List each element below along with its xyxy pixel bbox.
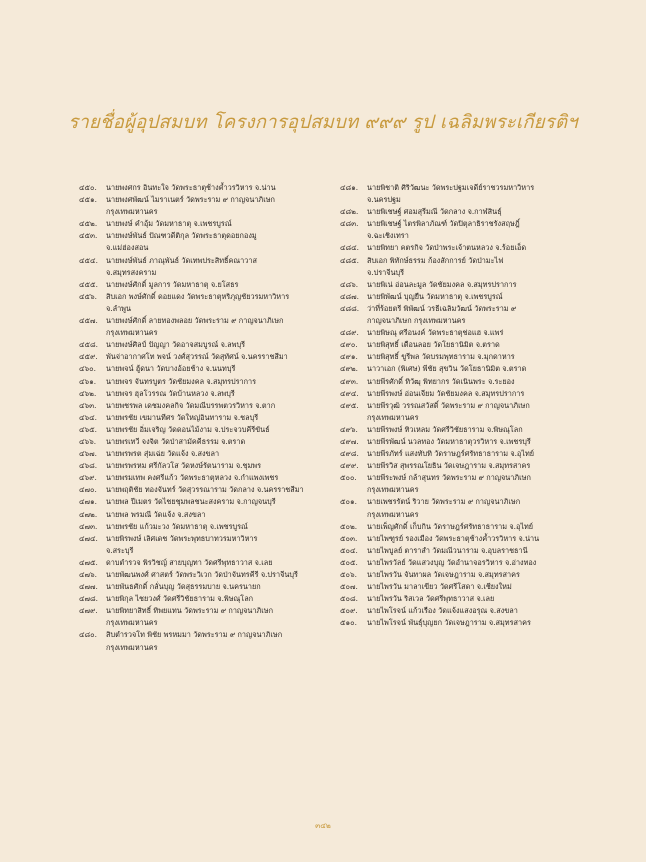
entry-number: ๔๙๓. [340, 376, 359, 386]
name-entry [340, 363, 602, 375]
name-entry [79, 448, 335, 460]
entry-line: นายพิษณุ ศรีอนงค์ วัดพระธาตุช่อแฮ จ.แพร่ [367, 328, 504, 338]
name-entry [79, 388, 335, 400]
entry-text [367, 496, 602, 520]
entry-text [106, 388, 335, 400]
name-entry [79, 182, 335, 194]
entry-line: นายพิรพงษ์ เลิศเดช วัดพระพุทธบาทวรมหาวิหาร [106, 533, 258, 543]
entry-number: ๔๙๐. [340, 340, 358, 350]
entry-number: ๔๙๔. [340, 388, 359, 398]
entry-number: ๕๐๕. [340, 557, 358, 567]
entry-line: นายไพรวัน มาลาเขียว วัดศรีโสดา จ.เชียงใหม่ [367, 582, 512, 592]
entry-line: กรุงเทพมหานคร [367, 485, 419, 495]
entry-number: ๕๑๐. [340, 618, 357, 628]
name-entry [340, 436, 602, 448]
entry-text [106, 533, 335, 557]
entry-text [367, 303, 602, 327]
entry-number: ๔๗๕. [79, 557, 98, 567]
entry-line: นายพรพรต สุ่มเฉ่ย วัดแจ้ง จ.สงขลา [106, 449, 220, 459]
name-entry [79, 376, 335, 388]
entry-line: นายไพฑูรย์ รองเมือง วัดพระธาตุช้างค้ำวรวิหาร จ.น่าน [367, 533, 540, 543]
entry-text [106, 472, 335, 484]
name-entry [340, 291, 602, 303]
entry-number: ๔๖๘. [79, 461, 98, 471]
entry-text [367, 182, 602, 206]
entry-number: ๔๙๕. [340, 400, 359, 410]
entry-number: ๔๕๔. [79, 255, 98, 265]
entry-line: นายพจน์ ฮู้ดนา วัดบางอ้อยช้าง จ.นนทบุรี [106, 364, 236, 374]
entry-text [106, 363, 335, 375]
name-entry [79, 291, 335, 315]
entry-number: ๔๖๓. [79, 400, 97, 410]
name-entry [79, 279, 335, 291]
entry-text [367, 363, 602, 375]
entry-line: นายพีรพัฒน์ นวลทอง วัดมหาธาตุวรวิหาร จ.เพชรบุรี [367, 436, 531, 446]
entry-line: กรุงเทพมหานคร [106, 328, 158, 338]
entry-number: ๔๖๑. [79, 376, 97, 386]
entry-line: พันจ่าอากาศโท พจน์ วงศ์สุวรรณ์ วัดสุทัศน์ จ.นครราชสีมา [106, 352, 288, 362]
entry-text [106, 605, 335, 629]
name-entry [79, 484, 335, 496]
entry-number: ๕๐๔. [340, 545, 358, 555]
entry-number: ๔๘๖. [340, 279, 359, 289]
entry-line: นายพรพรหม ศรีกัลวโส วัดหงษ์รัตนาราม จ.ชุมพร [106, 461, 261, 471]
entry-number: ๔๙๑. [340, 352, 358, 362]
entry-number: ๔๖๐. [79, 364, 96, 374]
name-entry [79, 581, 335, 593]
name-entry [340, 593, 602, 605]
name-entry [340, 255, 602, 279]
entry-line: นายพิเชษฐ์ ศอมสุรีมณี วัดกลาง จ.กาฬสินธุ์ [367, 207, 502, 217]
entry-line: นายพันธศักดิ์ กลั่นบุญ วัดสุธรรมบาย จ.นครนายก [106, 582, 261, 592]
entry-number: ๕๐๘. [340, 594, 358, 604]
entry-line: นายพงษ์พันธ์ ปัณฑวดีติกุล วัดพระธาตุดอยกองมู [106, 231, 257, 241]
entry-line: นายไพโรจน์ แก้วเรือง วัดแจ้งแสงอรุณ จ.สงขลา [367, 606, 518, 616]
name-entry [340, 617, 602, 629]
entry-number: ๕๐๙. [340, 606, 358, 616]
name-entry [340, 533, 602, 545]
entry-number: ๔๗๔. [79, 533, 98, 543]
name-entry [340, 569, 602, 581]
entry-line: นายเพ็ญศักดิ์ เก็บกิน วัดราษฎร์ศรัทธาธาราม จ.อุไทย์ [367, 521, 534, 531]
entry-line: นายพรเทวี จงจิต วัดป่าสามัคคีธรรม จ.ตราด [106, 436, 246, 446]
entry-text [367, 569, 602, 581]
entry-line: นายไพรวัลย์ วัดแสวงบุญ วัดอำนาจอรวิหาร จ.อ่างทอง [367, 557, 537, 567]
name-entry [340, 327, 602, 339]
entry-line: นายพิพัฒน์ บุญยืน วัดมหาธาตุ จ.เพชรบูรณ์ [367, 291, 503, 301]
entry-text [367, 557, 602, 569]
entry-line: นายพิเน่ อ่อนละมูล วัดชัยมงคล จ.สมุทรปราการ [367, 279, 517, 289]
entry-line: นายพงษ์ศักดิ์ มูลการ วัดมหาธาตุ จ.ยโสธร [106, 279, 239, 289]
entry-text [367, 400, 602, 424]
name-entry [79, 412, 335, 424]
entry-text [106, 436, 335, 448]
name-entry [79, 605, 335, 629]
entry-number: ๔๘๔. [340, 243, 359, 253]
entry-text [106, 376, 335, 388]
entry-line: นายพชรพล เดชมงคลกิจ วัดมณีบรรพตวรวิหาร จ.ตาก [106, 400, 276, 410]
entry-text [106, 351, 335, 363]
left-name-column [79, 182, 335, 654]
entry-line: กรุงเทพมหานคร [106, 642, 158, 652]
name-entry [79, 533, 335, 557]
entry-text [106, 400, 335, 412]
entry-text [367, 436, 602, 448]
entry-number: ๔๙๘. [340, 449, 359, 459]
name-entry [79, 521, 335, 533]
entry-line: นายพรชัย เขมานทีศร วัดใหญ่อินทาราม จ.ชลบุรี [106, 412, 259, 422]
entry-line: นายพีระพงษ์ กล้าสุนทร วัดพระราม ๙ กาญจนาภิเษก [367, 473, 531, 483]
name-entry [340, 303, 602, 327]
entry-number: ๔๗๓. [79, 521, 98, 531]
entry-number: ๔๘๒. [340, 207, 359, 217]
entry-text [106, 448, 335, 460]
entry-number: ๔๗๙. [79, 606, 98, 616]
entry-line: นายพิสุทธิ์ ขูรีพล วัดบรมพุทธาราม จ.มุกดาหาร [367, 352, 515, 362]
name-entry [340, 581, 602, 593]
entry-line: นายไพโรจน์ พันธุ์บุญยก วัดเจษฎาราม จ.สมุทรสาคร [367, 618, 531, 628]
entry-text [367, 617, 602, 629]
name-entry [340, 557, 602, 569]
name-entry [79, 315, 335, 339]
entry-line: กรุงเทพมหานคร [367, 509, 419, 519]
entry-line: ดาบตำรวจ พิรวิชญ์ สายบุญทา วัดศรีพุทธาวาส จ.เลย [106, 557, 273, 567]
entry-line: นายพิทยา คตรกิจ วัดป่าพระเจ้าตนหลวง จ.ร้อยเอ็ด [367, 243, 527, 253]
entry-number: ๔๘๙. [340, 328, 359, 338]
entry-text [106, 339, 335, 351]
entry-text [367, 581, 602, 593]
entry-line: นายพฤติชัย ทองจันทร์ วัดสุวรรณาราม วัดกลาง จ.นครราชสีมา [106, 485, 304, 495]
name-entry [79, 436, 335, 448]
entry-text [367, 533, 602, 545]
entry-text [106, 581, 335, 593]
entry-text [106, 218, 335, 230]
entry-text [106, 521, 335, 533]
entry-line: นายไพบูลย์ ตาราสำ วัดมณีวนาราม จ.อุบลราชธานี [367, 545, 528, 555]
entry-line: นายพิเชษฐ์ ไตรพิลาภัณฑ์ วัดปิตุลาธิราชรังสฤษฎิ์ [367, 219, 520, 229]
name-entry [340, 242, 602, 254]
entry-text [106, 557, 335, 569]
entry-line: นายพรชัย แก้วมะวง วัดมหาธาตุ จ.เพชรบูรณ์ [106, 521, 248, 531]
entry-line: กรุงเทพมหานคร [106, 618, 158, 628]
entry-line: นายพัฒนพงศ์ ศาสตร์ วัดพระวิเวก วัดป่าจันทรคีรี จ.ปราจีนบุรี [106, 570, 298, 579]
name-entry [79, 351, 335, 363]
page-number: ๓๔๒ [315, 821, 331, 830]
entry-number: ๔๕๑. [79, 195, 97, 205]
name-entry [340, 376, 602, 388]
entry-line: นายพิชาติ ศิริวัฒนะ วัดพระปฐมเจดีย์ราชวรมหาวิหาร [367, 183, 535, 192]
name-entry [79, 593, 335, 605]
name-entry [79, 255, 335, 279]
entry-text [367, 206, 602, 218]
name-entry [340, 605, 602, 617]
entry-number: ๔๗๘. [79, 594, 98, 604]
entry-text [367, 218, 602, 242]
entry-text [106, 291, 335, 315]
entry-number: ๕๐๓. [340, 533, 358, 543]
entry-text [106, 496, 335, 508]
name-entry [79, 509, 335, 521]
entry-text [367, 339, 602, 351]
entry-text [367, 327, 602, 339]
name-entry [79, 629, 335, 653]
name-entry [340, 218, 602, 242]
entry-number: ๕๐๒. [340, 521, 358, 531]
name-entry [79, 400, 335, 412]
entry-number: ๔๖๙. [79, 473, 97, 483]
entry-line: จ.สระบุรี [106, 545, 134, 555]
entry-line: นายพงษ์ศักดิ์ ลายทองพลอย วัดพระราม ๙ กาญจนาภิเษก [106, 316, 284, 326]
entry-number: ๔๘๓. [340, 219, 359, 229]
entry-line: นายพีรพงษ์ ทิวเหลม วัดศรีวิชัยธาราม จ.พิษณุโลก [367, 424, 523, 434]
entry-line: จ.สมุทรสงคราม [106, 267, 157, 277]
entry-line: นายพิสุทธิ์ เดือนลอย วัดโยธานิมิต จ.ตราด [367, 340, 500, 350]
entry-number: ๔๖๖. [79, 436, 97, 446]
entry-text [106, 569, 335, 581]
entry-line: นายไพรวัน ริสเวล วัดศรีพุทธาวาส จ.เลย [367, 594, 495, 604]
entry-number: ๕๐๑. [340, 497, 357, 507]
entry-number: ๔๖๔. [79, 412, 97, 422]
entry-line: นายพีรภัทร์ แสงทับทิ วัดราษฎร์ศรัทธาธาราม จ.อุไทย์ [367, 449, 535, 459]
name-entry [79, 496, 335, 508]
entry-text [106, 412, 335, 424]
name-entry [340, 424, 602, 436]
entry-number: ๔๕๓. [79, 231, 98, 241]
name-entry [340, 400, 602, 424]
entry-number: ๔๕๖. [79, 291, 97, 301]
entry-text [367, 521, 602, 533]
entry-line: สิบเอก พิทักษ์ธรรม ก้องสักการย์ วัดป่ามะไฟ [367, 255, 504, 265]
entry-text [367, 545, 602, 557]
entry-line: นาวาเอก (พิเศษ) พีชัย สุขวิน วัดโยธานิมิต จ.ตราด [367, 364, 527, 374]
entry-text [367, 388, 602, 400]
entry-text [367, 351, 602, 363]
name-entry [340, 206, 602, 218]
entry-number: ๔๖๗. [79, 449, 97, 459]
name-entry [79, 230, 335, 254]
entry-line: นายพีรศักดิ์ ทิวัฒุ พิทยากร วัดเนินพระ จ.ระยอง [367, 376, 515, 386]
entry-line: จ.แม่ฮ่องสอน [106, 243, 149, 253]
name-entry [79, 363, 335, 375]
entry-text [106, 182, 335, 194]
entry-text [367, 291, 602, 303]
entry-number: ๔๖๕. [79, 424, 97, 434]
entry-text [367, 279, 602, 291]
entry-line: นายพจร ฮุลโวรรณ วัดบ้านหลวง จ.ลพบุรี [106, 388, 235, 398]
entry-number: ๕๐๗. [340, 582, 358, 592]
entry-number: ๔๕๐. [79, 183, 97, 192]
entry-line: นายพีรพงษ์ อ่อนเจียม วัดชัยมงคล จ.สมุทรปราการ [367, 388, 525, 398]
name-entry [340, 182, 602, 206]
name-entry [79, 424, 335, 436]
entry-text [106, 593, 335, 605]
entry-text [106, 424, 335, 436]
entry-line: จ.ฉะเชิงเทรา [367, 231, 409, 241]
entry-number: ๔๕๗. [79, 316, 98, 326]
entry-number: ๔๙๙. [340, 461, 359, 471]
entry-line: นายพงษ์พันธ์ ภาณุพันธ์ วัดเทพประสิทธิ์คณาวาส [106, 255, 257, 265]
entry-number: ๔๗๑. [79, 497, 97, 507]
entry-line: สิบเอก พงษ์ศักดิ์ ดอยแดง วัดพระธาตุหริภุญชัยวรมหาวิหาร [106, 291, 290, 301]
entry-line: นายพีรวุฒิ วรรณสวัสดิ์ วัดพระราม ๙ กาญจนาภิเษก [367, 400, 530, 410]
entry-text [367, 460, 602, 472]
name-entry [79, 218, 335, 230]
entry-line: กรุงเทพมหานคร [367, 412, 419, 422]
name-entry [340, 351, 602, 363]
entry-number: ๕๐๖. [340, 570, 357, 579]
entry-number: ๔๘๑. [340, 183, 359, 192]
entry-line: นายพงษ์ คำอุ้ม วัดมหาธาตุ จ.เพชรบูรณ์ [106, 219, 232, 229]
name-entry [340, 460, 602, 472]
entry-text [106, 484, 335, 496]
entry-text [367, 605, 602, 617]
entry-line: นายพิกุล ไชยวงศ์ วัดศรีวิชัยธาราม จ.พิษณุโลก [106, 594, 254, 604]
name-entry [79, 339, 335, 351]
name-entry [340, 279, 602, 291]
entry-number: ๔๙๖. [340, 424, 358, 434]
entry-number: ๔๘๕. [340, 255, 359, 265]
name-entry [79, 472, 335, 484]
entry-number: ๔๙๒. [340, 364, 358, 374]
entry-line: จ.ปราจีนบุรี [367, 267, 405, 277]
entry-number: ๔๙๗. [340, 436, 359, 446]
entry-line: นายไพรวัน จันทาผล วัดเจษฎาราม จ.สมุทรสาคร [367, 570, 520, 579]
entry-line: นายพงศกร อินทะใจ วัดพระธาตุช้างค้ำวรวิหาร จ.น่าน [106, 183, 276, 192]
entry-line: กรุงเทพมหานคร [106, 207, 158, 217]
entry-text [367, 255, 602, 279]
entry-line: นายพงษ์ศิลป์ ปัญญา วัดอาจสมบูรณ์ จ.ลพบุรี [106, 340, 246, 350]
right-name-column [340, 182, 602, 629]
entry-number: ๔๕๒. [79, 219, 98, 229]
name-entry [79, 194, 335, 218]
entry-text [106, 460, 335, 472]
name-entry [340, 388, 602, 400]
entry-number: ๔๗๗. [79, 582, 98, 592]
name-entry [340, 496, 602, 520]
entry-number: ๔๗๐. [79, 485, 97, 495]
name-entry [340, 448, 602, 460]
entry-line: นายพิทยาสิทธิ์ ทิพยแทน วัดพระราม ๙ กาญจนาภิเษก [106, 606, 274, 616]
name-entry [340, 339, 602, 351]
entry-line: นายเพชรรัตน์ ริวาย วัดพระราม ๙ กาญจนาภิเษก [367, 497, 521, 507]
entry-number: ๔๘๘. [340, 303, 360, 313]
entry-line: นายพงศพัฒน์ ไมราเนตร์ วัดพระราม ๙ กาญจนาภิเษก [106, 195, 275, 205]
entry-text [367, 472, 602, 496]
entry-line: จ.นครปฐม [367, 195, 401, 205]
entry-line: นายพจร จันทรบูตร วัดชัยมงคล จ.สมุทรปราการ [106, 376, 257, 386]
entry-line: จ.ลำพูน [106, 303, 131, 313]
entry-number: ๔๗๖. [79, 570, 97, 579]
entry-number: ๔๖๒. [79, 388, 97, 398]
name-entry [340, 521, 602, 533]
entry-number: ๔๘๗. [340, 291, 359, 301]
entry-line: กาญจนาภิเษก กรุงเทพมหานคร [367, 316, 466, 326]
entry-text [367, 424, 602, 436]
entry-number: ๔๕๕. [79, 279, 98, 289]
entry-number: ๔๗๒. [79, 509, 98, 519]
entry-text [367, 242, 602, 254]
entry-text [106, 230, 335, 254]
entry-line: นายพล พรมณี วัดแจ้ง จ.สงขลา [106, 509, 206, 519]
entry-line: นายพรมเทพ คงศรีแก้ว วัดพระธาตุหลวง จ.กำแพงเพชร [106, 473, 279, 483]
entry-text [106, 279, 335, 291]
entry-number: ๔๕๘. [79, 340, 98, 350]
entry-text [106, 194, 335, 218]
entry-number: ๔๘๐. [79, 630, 97, 640]
entry-text [367, 593, 602, 605]
page-title: รายชื่อผู้อุปสมบท โครงการอุปสมบท ๙๙๙ รูป เฉลิมพระเกียรติฯ [68, 112, 578, 133]
entry-line: นายพล ปีเมตร วัดไชยชุมพลชนะสงคราม จ.กาญจนบุรี [106, 497, 276, 507]
entry-text [106, 629, 335, 653]
entry-text [106, 509, 335, 521]
name-entry [340, 472, 602, 496]
name-entry [79, 460, 335, 472]
name-entry [79, 557, 335, 569]
name-entry [79, 569, 335, 581]
entry-line: นายพีรวิส สุพรรณโยธิน วัดเจษฎาราม จ.สมุทรสาคร [367, 461, 531, 471]
entry-text [367, 376, 602, 388]
name-entry [340, 545, 602, 557]
entry-line: ว่าที่ร้อยตรี พิพัฒน์ วรธีเฉลิมวัฒน์ วัดพระราม ๙ [367, 303, 517, 313]
entry-line: นายพรชัย อิ่มเจริญ วัดดอนไม้งาม จ.ประจวบคีรีขันธ์ [106, 424, 270, 434]
entry-text [106, 315, 335, 339]
entry-line: สิบตำรวจโท พิชัย พรหมมา วัดพระราม ๙ กาญจนาภิเษก [106, 630, 283, 640]
entry-text [106, 255, 335, 279]
entry-text [367, 448, 602, 460]
entry-number: ๔๕๙. [79, 352, 98, 362]
entry-number: ๕๐๐. [340, 473, 357, 483]
